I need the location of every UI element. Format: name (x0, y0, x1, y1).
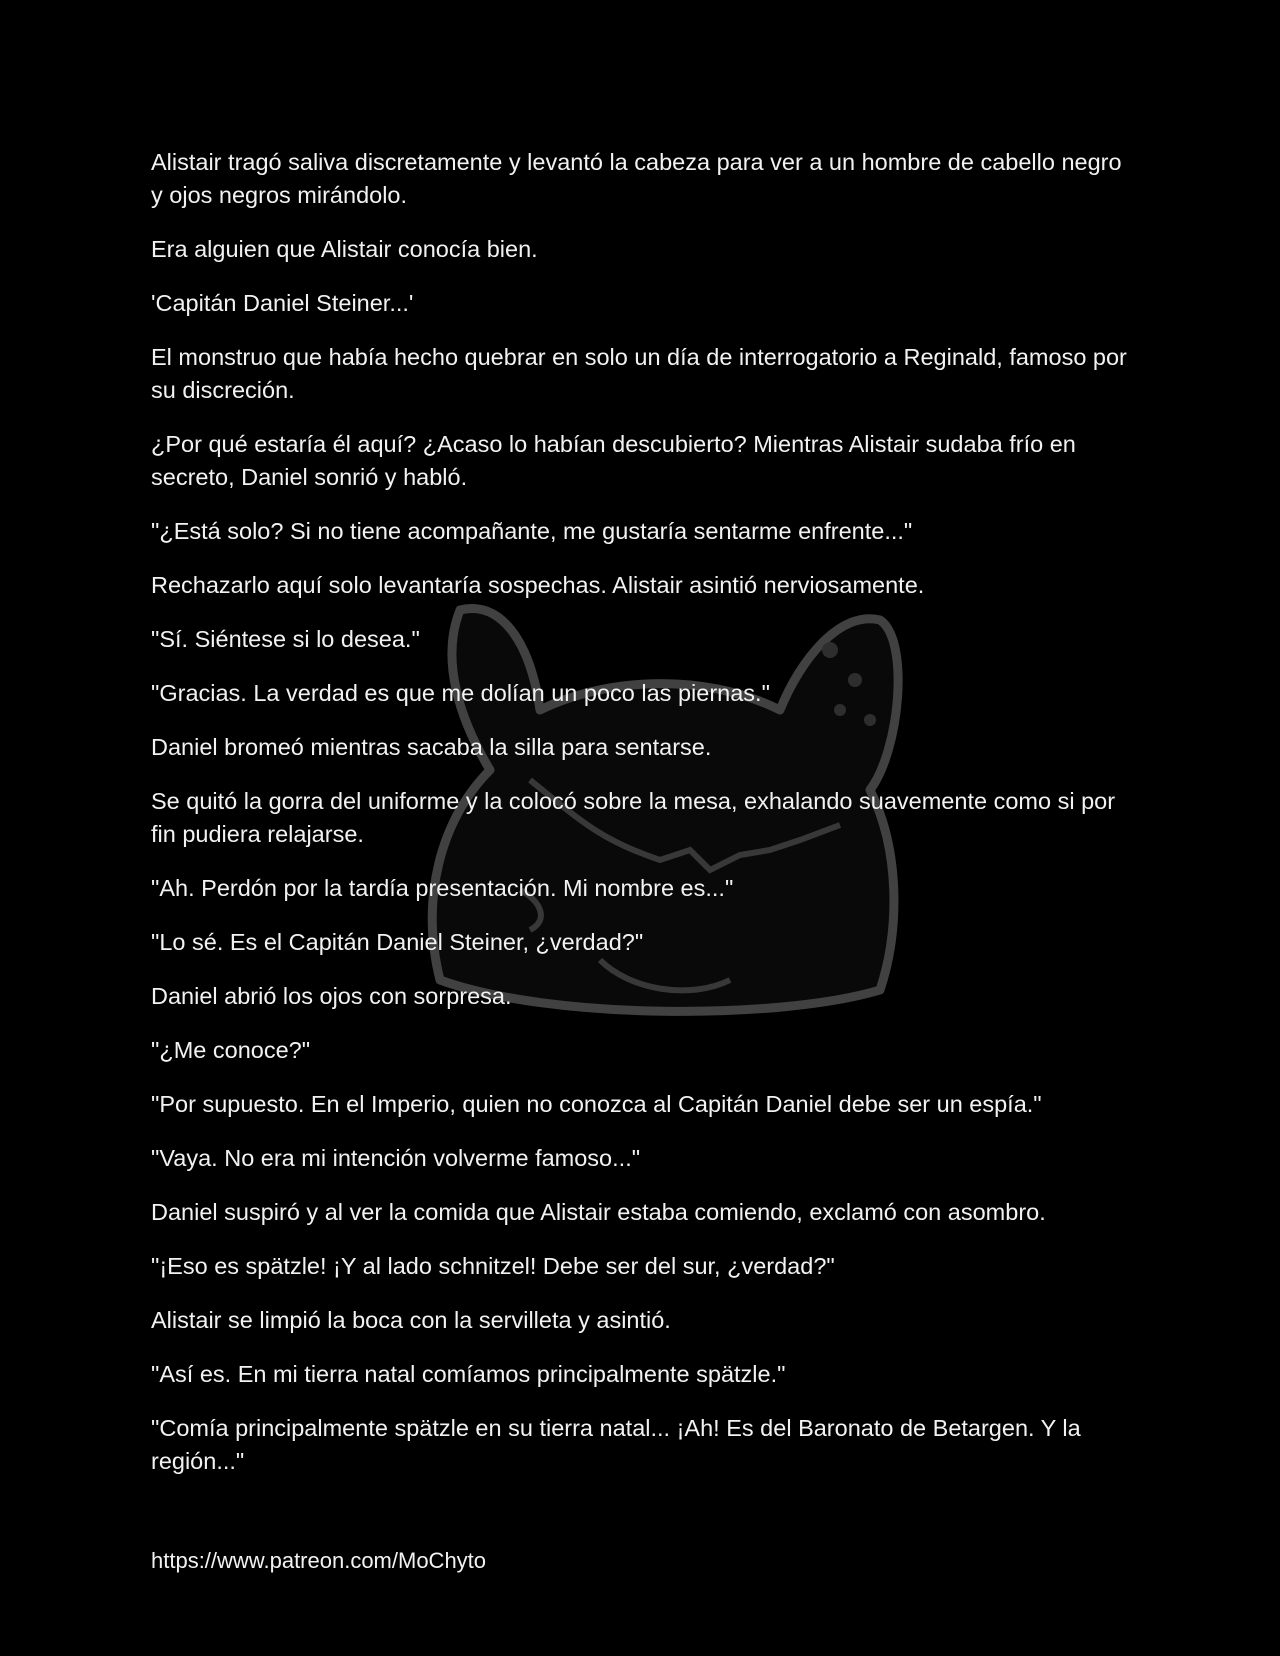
paragraph: "Comía principalmente spätzle en su tierra natal... ¡Ah! Es del Baronato de Betargen. Y la región..." (151, 1415, 1081, 1474)
paragraph: "¡Eso es spätzle! ¡Y al lado schnitzel! Debe ser del sur, ¿verdad?" (151, 1253, 835, 1279)
paragraph: Era alguien que Alistair conocía bien. (151, 236, 538, 262)
paragraph: ¿Por qué estaría él aquí? ¿Acaso lo habían descubierto? Mientras Alistair sudaba frío en secreto, Daniel sonrió y habló. (151, 431, 1076, 490)
paragraph: "Ah. Perdón por la tardía presentación. Mi nombre es..." (151, 875, 734, 901)
paragraph: "Lo sé. Es el Capitán Daniel Steiner, ¿verdad?" (151, 929, 644, 955)
paragraph: Alistair se limpió la boca con la servilleta y asintió. (151, 1307, 671, 1333)
paragraph: 'Capitán Daniel Steiner...' (151, 290, 414, 316)
paragraph: "Vaya. No era mi intención volverme famoso..." (151, 1145, 641, 1171)
story-text (151, 146, 1131, 1499)
patreon-link[interactable]: https://www.patreon.com/MoChyto (151, 1548, 487, 1573)
paragraph: "Sí. Siéntese si lo desea." (151, 626, 420, 652)
paragraph: "Gracias. La verdad es que me dolían un poco las piernas." (151, 680, 770, 706)
paragraph: "¿Me conoce?" (151, 1037, 311, 1063)
paragraph: "¿Está solo? Si no tiene acompañante, me gustaría sentarme enfrente..." (151, 518, 913, 544)
paragraph: "Por supuesto. En el Imperio, quien no conozca al Capitán Daniel debe ser un espía." (151, 1091, 1042, 1117)
paragraph: "Así es. En mi tierra natal comíamos principalmente spätzle." (151, 1361, 786, 1387)
paragraph: Daniel abrió los ojos con sorpresa. (151, 983, 512, 1009)
paragraph: Rechazarlo aquí solo levantaría sospechas. Alistair asintió nerviosamente. (151, 572, 925, 598)
paragraph: Daniel suspiró y al ver la comida que Alistair estaba comiendo, exclamó con asombro. (151, 1199, 1046, 1225)
paragraph: Se quitó la gorra del uniforme y la colocó sobre la mesa, exhalando suavemente como si por fin pudiera relajarse. (151, 788, 1116, 847)
paragraph: Daniel bromeó mientras sacaba la silla para sentarse. (151, 734, 712, 760)
paragraph: Alistair tragó saliva discretamente y levantó la cabeza para ver a un hombre de cabello negro y ojos negros mirándolo. (151, 149, 1122, 208)
paragraph: El monstruo que había hecho quebrar en solo un día de interrogatorio a Reginald, famoso por su discreción. (151, 344, 1127, 403)
